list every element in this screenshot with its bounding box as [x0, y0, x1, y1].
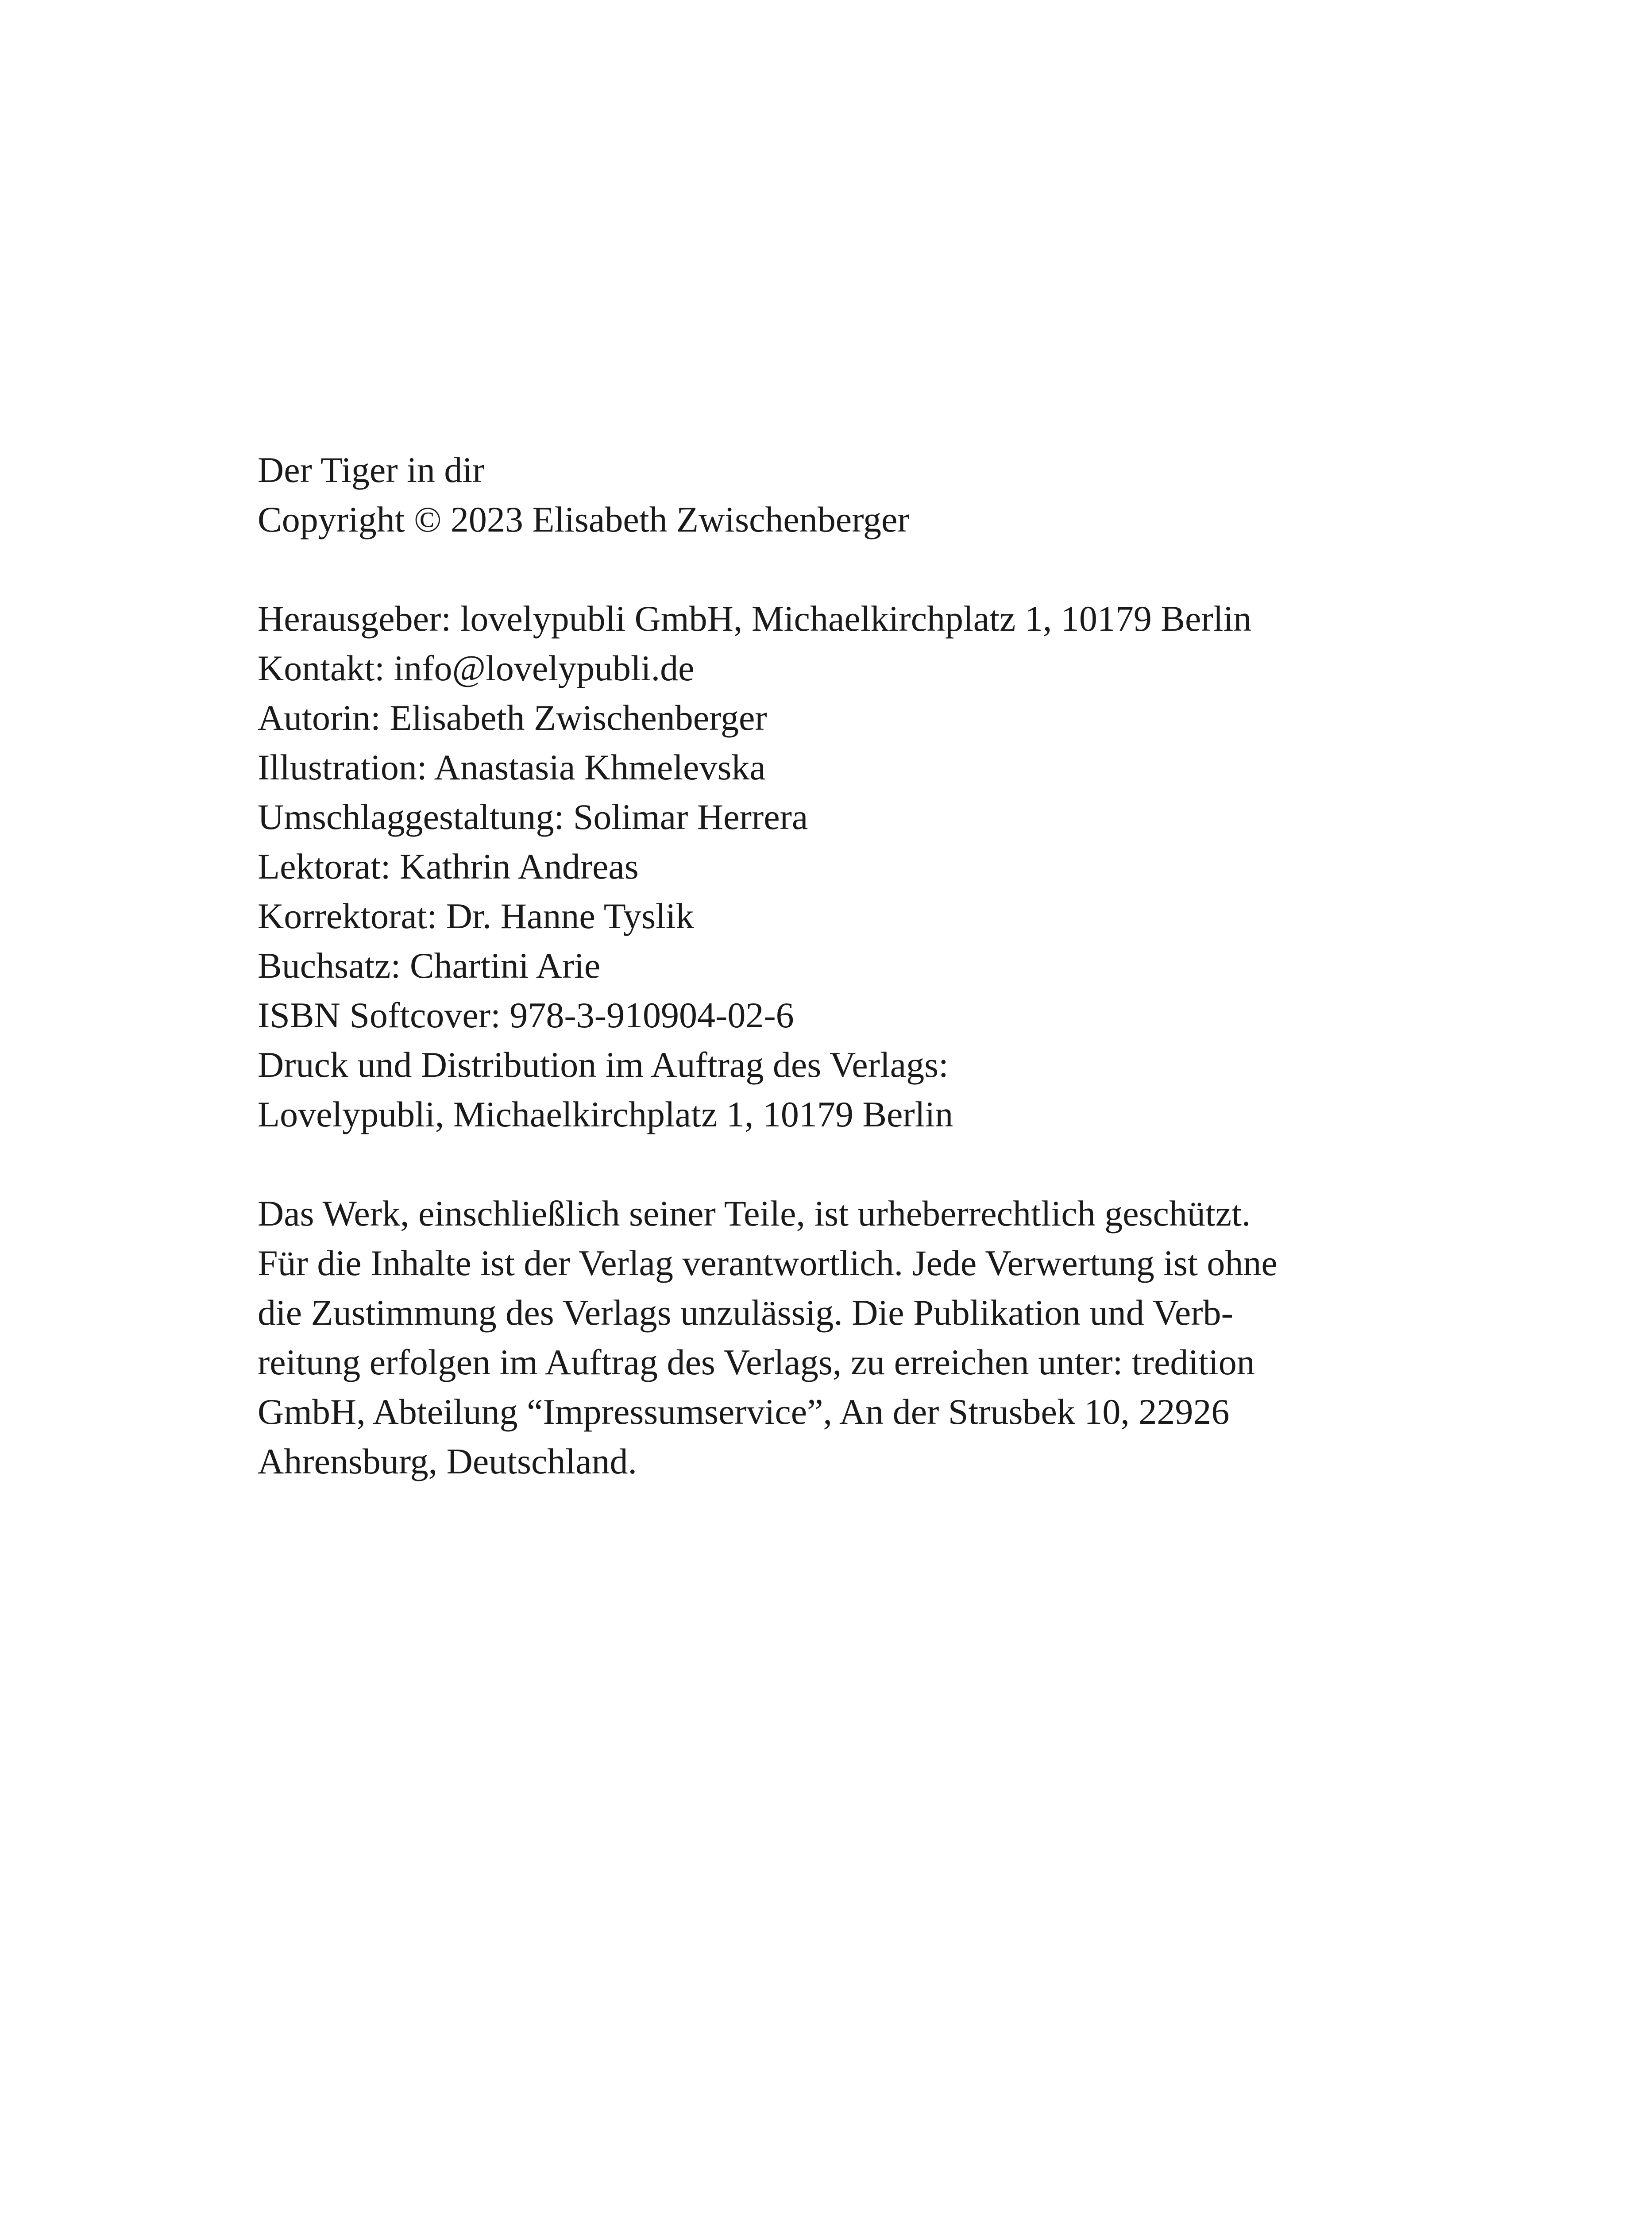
book-title: Der Tiger in dir — [258, 450, 485, 490]
spacer — [258, 544, 1426, 594]
legal-line: GmbH, Abteilung “Impressumservice”, An der Strusbek 10, 22926 — [258, 1392, 1230, 1432]
imprint-page-content — [258, 445, 1426, 1486]
imprint-details — [258, 594, 1426, 1139]
legal-line: Für die Inhalte ist der Verlag verantwortlich. Jede Verwertung ist ohne — [258, 1243, 1278, 1283]
illustration-line: Illustration: Anastasia Khmelevska — [258, 747, 766, 787]
legal-line: die Zustimmung des Verlags unzulässig. Die Publikation und Verb- — [258, 1292, 1233, 1333]
contact-line: Kontakt: info@lovelypubli.de — [258, 648, 695, 688]
distribution-address-line: Lovelypubli, Michaelkirchplatz 1, 10179 Berlin — [258, 1094, 953, 1134]
legal-line: reitung erfolgen im Auftrag des Verlags, zu erreichen unter: tredition — [258, 1342, 1255, 1382]
title-block — [258, 445, 1426, 544]
typesetting-line: Buchsatz: Chartini Arie — [258, 945, 601, 986]
cover-design-line: Umschlaggestaltung: Solimar Herrera — [258, 797, 808, 837]
publisher-line: Herausgeber: lovelypubli GmbH, Michaelkirchplatz 1, 10179 Berlin — [258, 598, 1252, 639]
legal-notice — [258, 1189, 1426, 1486]
copyright-line: Copyright © 2023 Elisabeth Zwischenberger — [258, 499, 910, 540]
legal-line: Ahrensburg, Deutschland. — [258, 1441, 637, 1481]
spacer — [258, 1139, 1426, 1189]
proofreading-line: Korrektorat: Dr. Hanne Tyslik — [258, 896, 694, 936]
distribution-line: Druck und Distribution im Auftrag des Verlags: — [258, 1045, 949, 1085]
editing-line: Lektorat: Kathrin Andreas — [258, 846, 639, 887]
isbn-line: ISBN Softcover: 978-3-910904-02-6 — [258, 995, 794, 1035]
author-line: Autorin: Elisabeth Zwischenberger — [258, 698, 767, 738]
legal-line: Das Werk, einschließlich seiner Teile, ist urheberrechtlich geschützt. — [258, 1193, 1251, 1234]
